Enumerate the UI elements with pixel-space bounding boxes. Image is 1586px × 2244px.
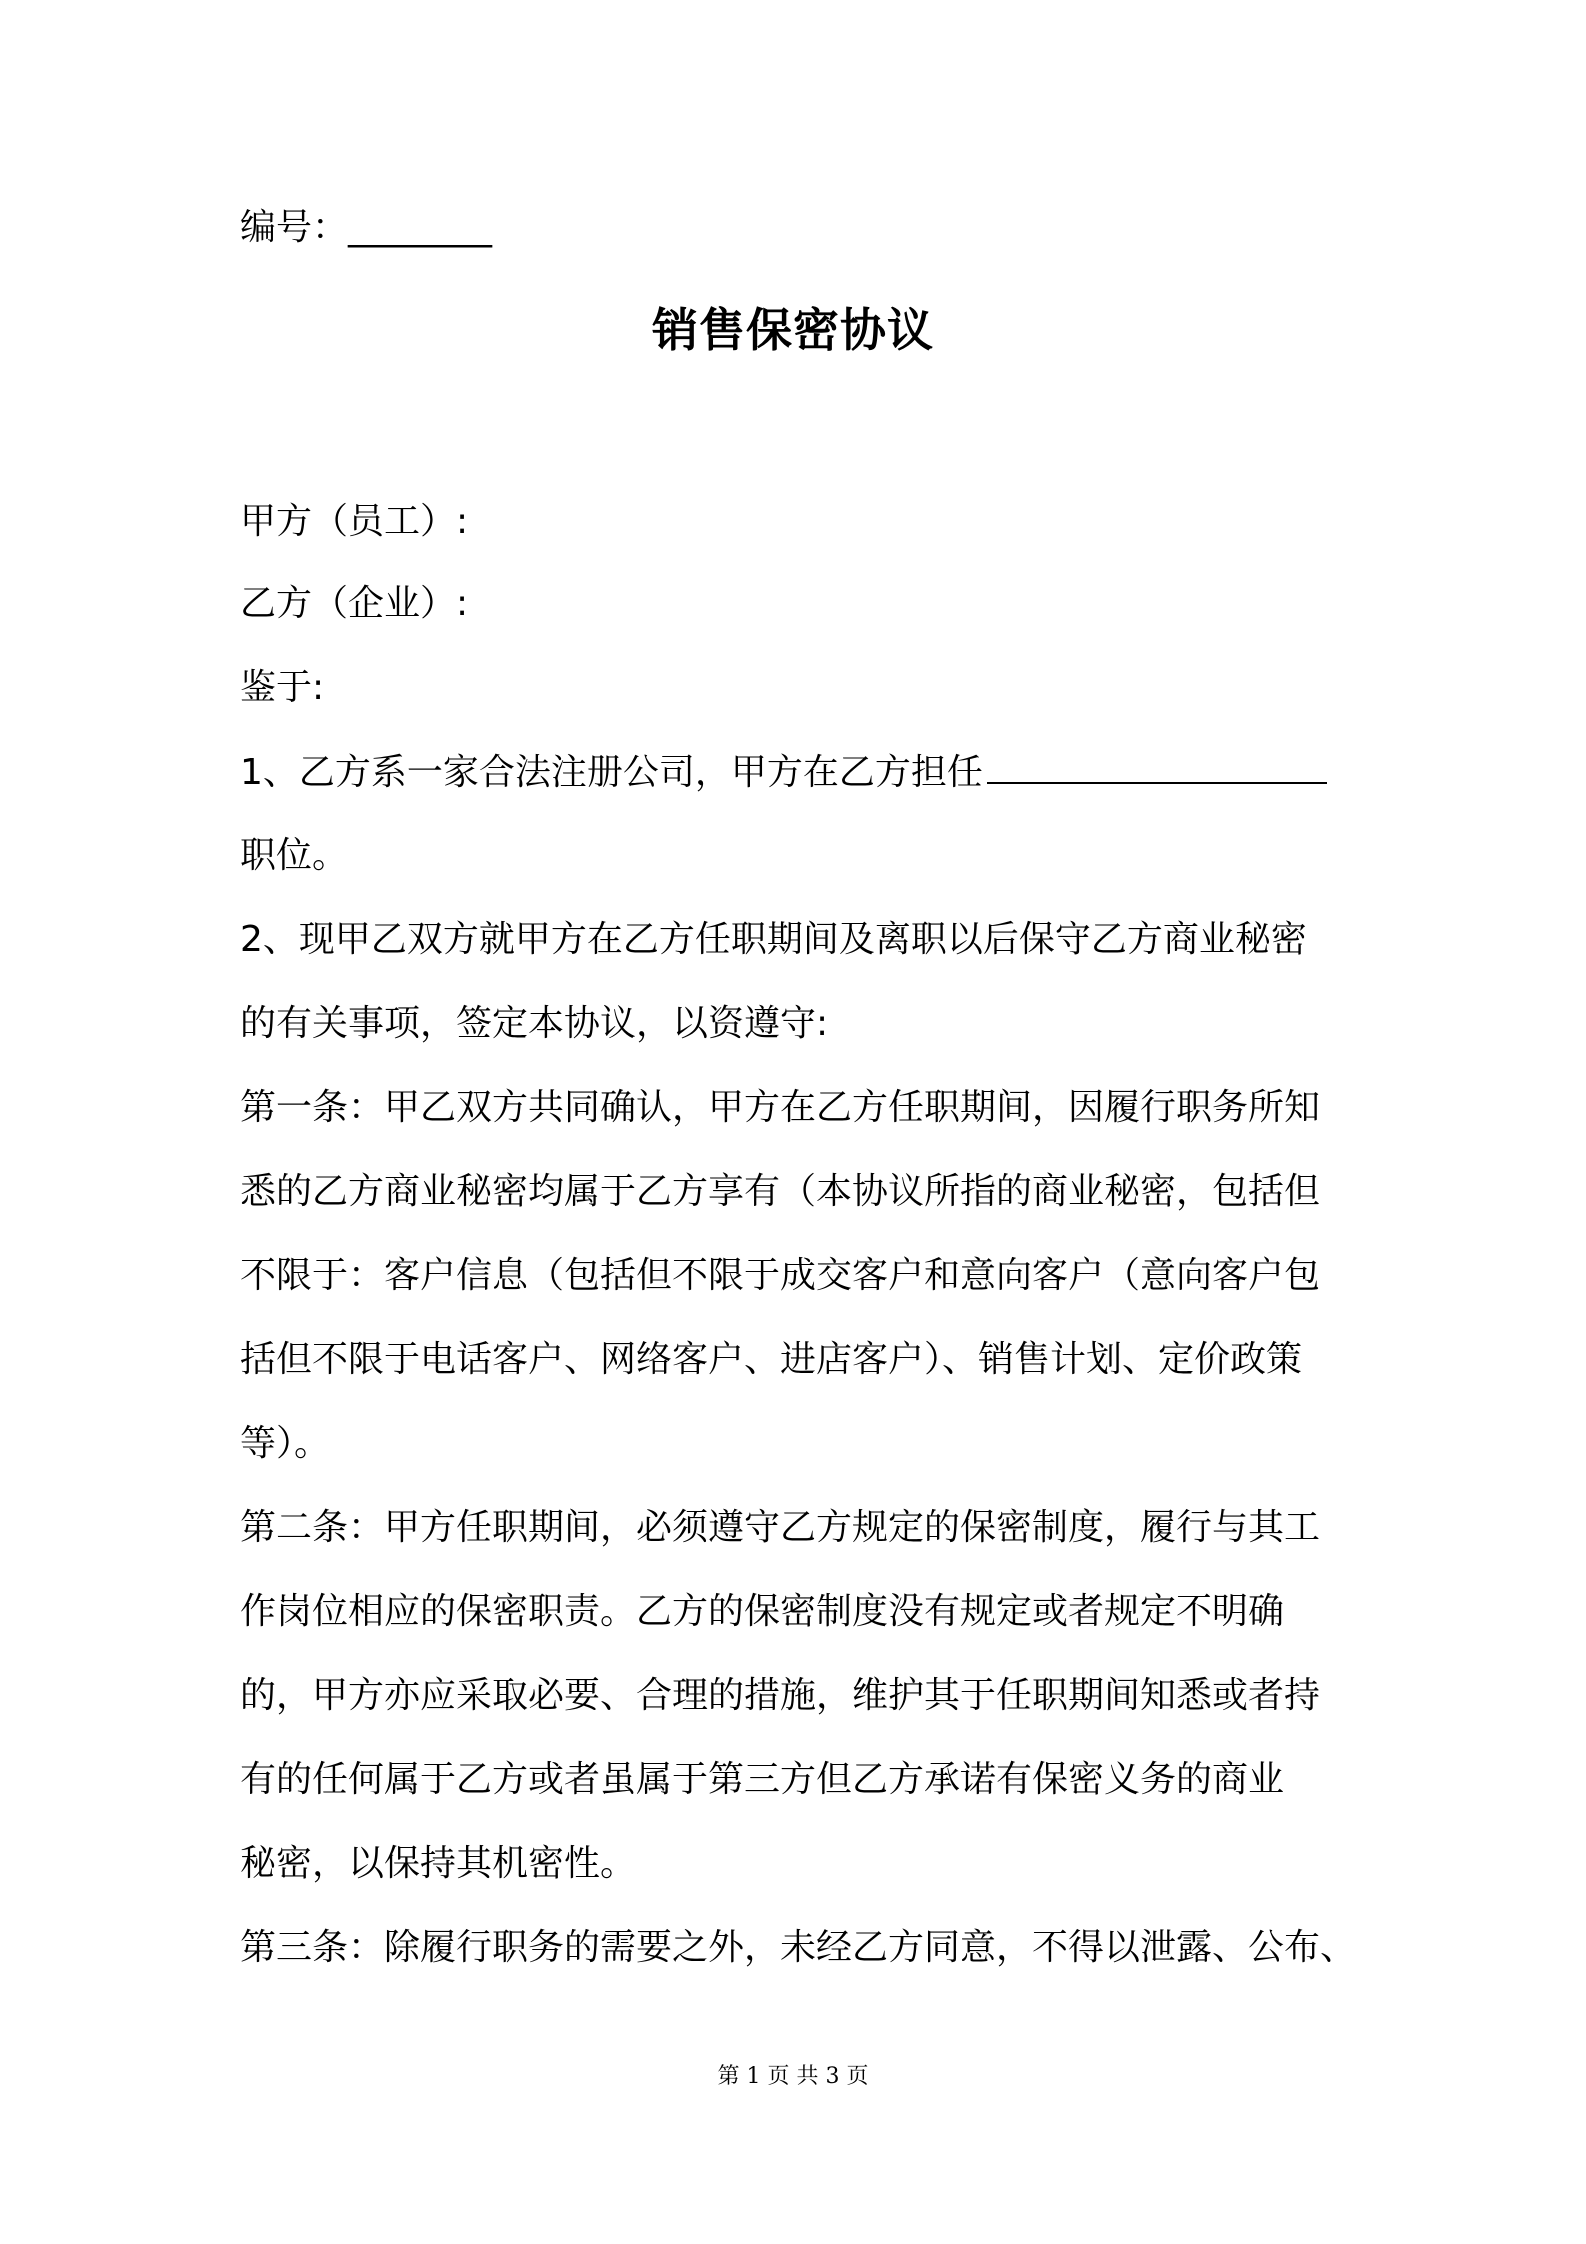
body-line-7: 不限于：客户信息（包括但不限于成交客户和意向客户（意向客户包 [240, 1255, 1321, 1296]
serial-number-label: 编号： [240, 207, 349, 248]
body-line-15: 第三条：除履行职务的需要之外，未经乙方同意，不得以泄露、公布、 [240, 1927, 1357, 1968]
body-line-14: 秘密，以保持其机密性。 [240, 1843, 637, 1884]
body-line-2: 职位。 [240, 835, 349, 876]
document-title: 销售保密协议 [652, 303, 934, 357]
page-number: 第 1 页 共 3 页 [717, 2064, 869, 2089]
body-line-3: 2、现甲乙双方就甲方在乙方任职期间及离职以后保守乙方商业秘密 [240, 919, 1307, 960]
body-line-1-text: 1、乙方系一家合法注册公司，甲方在乙方担任 [240, 752, 983, 793]
body-line-1 [240, 748, 1360, 797]
body-line-6: 悉的乙方商业秘密均属于乙方享有（本协议所指的商业秘密，包括但 [240, 1171, 1321, 1212]
whereas-line: 鉴于: [240, 667, 325, 708]
body-line-11: 作岗位相应的保密职责。乙方的保密制度没有规定或者规定不明确 [240, 1591, 1285, 1632]
body-line-4: 的有关事项，签定本协议，以资遵守: [240, 1003, 829, 1044]
body-line-10: 第二条：甲方任职期间，必须遵守乙方规定的保密制度，履行与其工 [240, 1507, 1321, 1548]
body-line-12: 的，甲方亦应采取必要、合理的措施，维护其于任职期间知悉或者持 [240, 1675, 1321, 1716]
body-line-5: 第一条：甲乙双方共同确认，甲方在乙方任职期间，因履行职务所知 [240, 1087, 1321, 1128]
position-blank [987, 748, 1327, 784]
serial-number-blank: ________ [348, 207, 493, 248]
serial-number-line [240, 204, 1360, 252]
party-a-line: 甲方（员工）: [240, 501, 469, 542]
party-b-line: 乙方（企业）: [240, 583, 469, 624]
body-line-13: 有的任何属于乙方或者虽属于第三方但乙方承诺有保密义务的商业 [240, 1759, 1285, 1800]
body-line-9: 等）。 [240, 1423, 331, 1464]
body-line-8: 括但不限于电话客户、网络客户、进店客户）、销售计划、定价政策 [240, 1339, 1303, 1380]
